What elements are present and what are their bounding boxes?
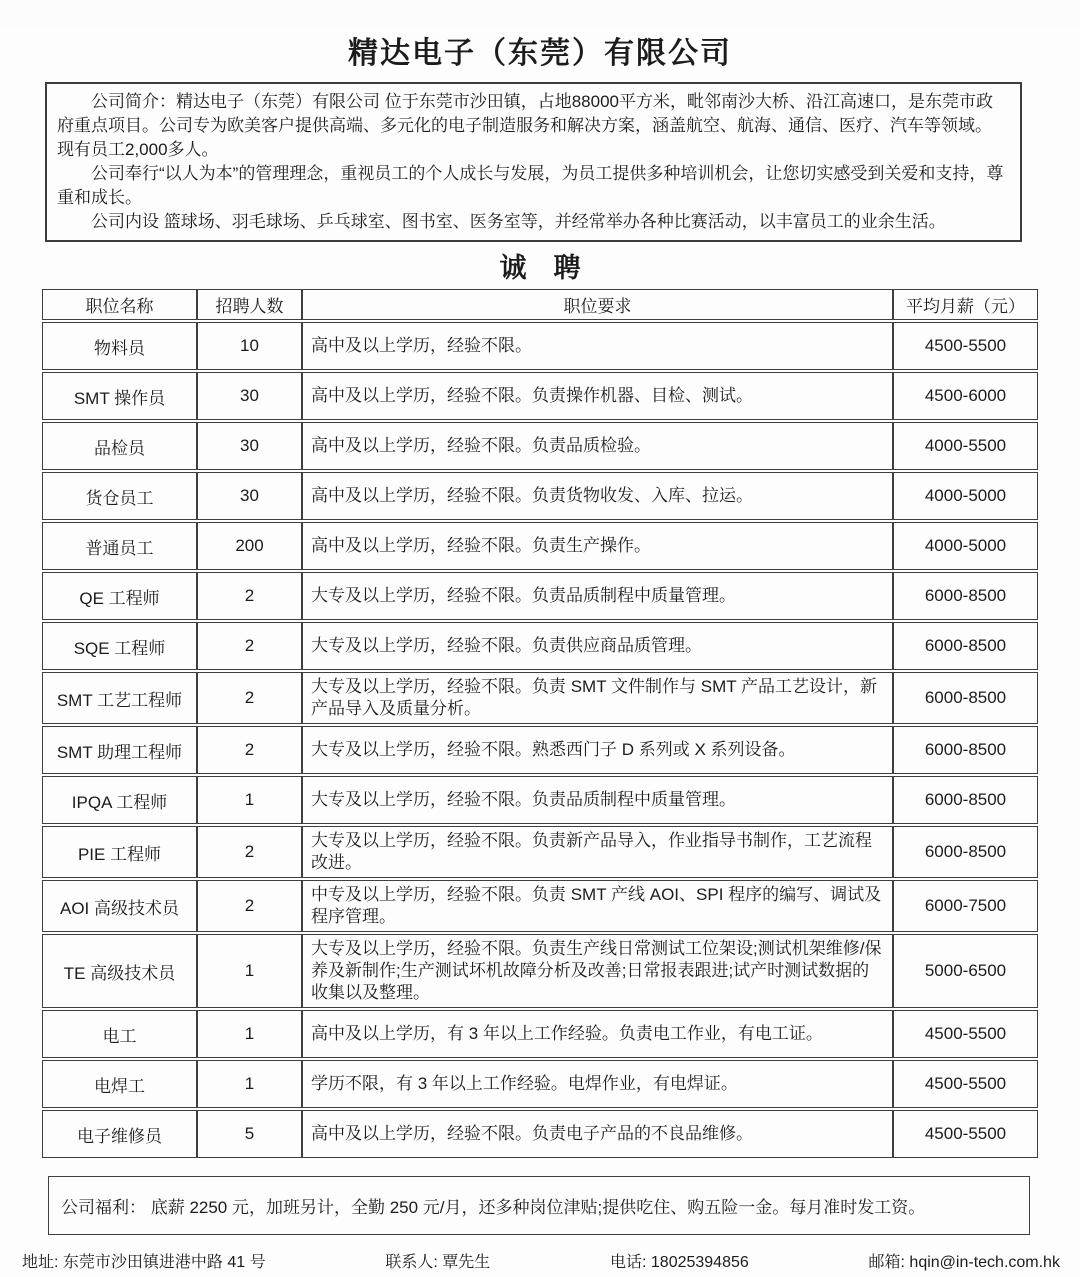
cell-count: 5 (197, 1110, 302, 1158)
cell-requirement: 大专及以上学历，经验不限。负责品质制程中质量管理。 (302, 776, 893, 824)
cell-salary: 6000-8500 (893, 726, 1038, 774)
cell-count: 2 (197, 672, 302, 724)
cell-requirement: 大专及以上学历，经验不限。负责生产线日常测试工位架设;测试机架维修/保养及新制作;生产测试坏机故障分析及改善;日常报表跟进;试产时测试数据的收集以及整理。 (302, 934, 893, 1008)
table-row (42, 622, 1038, 670)
cell-salary: 6000-7500 (893, 880, 1038, 932)
table-row (42, 726, 1038, 774)
cell-position: SMT 工艺工程师 (42, 672, 197, 724)
recruit-heading: 诚 聘 (499, 253, 581, 283)
benefits-box (48, 1176, 1030, 1235)
company-intro-box (45, 82, 1022, 242)
cell-requirement: 高中及以上学历，经验不限。负责货物收发、入库、拉运。 (302, 472, 893, 520)
job-table (42, 287, 1038, 1160)
cell-position: QE 工程师 (42, 572, 197, 620)
cell-position: 电焊工 (42, 1060, 197, 1108)
cell-requirement: 大专及以上学历，经验不限。负责 SMT 文件制作与 SMT 产品工艺设计，新产品导入及质量分析。 (302, 672, 893, 724)
cell-salary: 6000-8500 (893, 672, 1038, 724)
cell-count: 2 (197, 622, 302, 670)
cell-requirement: 大专及以上学历，经验不限。负责供应商品质管理。 (302, 622, 893, 670)
cell-position: IPQA 工程师 (42, 776, 197, 824)
cell-salary: 4500-5500 (893, 1010, 1038, 1058)
cell-count: 10 (197, 322, 302, 370)
table-row (42, 880, 1038, 932)
cell-count: 2 (197, 826, 302, 878)
cell-requirement: 大专及以上学历，经验不限。熟悉西门子 D 系列或 X 系列设备。 (302, 726, 893, 774)
table-row (42, 422, 1038, 470)
table-row (42, 1060, 1038, 1108)
table-row (42, 322, 1038, 370)
document-page (0, 28, 1080, 1277)
table-row (42, 776, 1038, 824)
cell-salary: 5000-6500 (893, 934, 1038, 1008)
cell-count: 200 (197, 522, 302, 570)
cell-position: 品检员 (42, 422, 197, 470)
cell-count: 1 (197, 776, 302, 824)
cell-salary: 4500-5500 (893, 1110, 1038, 1158)
cell-salary: 4000-5000 (893, 472, 1038, 520)
cell-count: 30 (197, 472, 302, 520)
table-row (42, 522, 1038, 570)
cell-salary: 4500-5500 (893, 1060, 1038, 1108)
table-row (42, 1110, 1038, 1158)
footer-address: 地址: 东莞市沙田镇进港中路 41 号 (22, 1254, 266, 1271)
table-row (42, 1010, 1038, 1058)
cell-count: 30 (197, 422, 302, 470)
cell-count: 2 (197, 726, 302, 774)
cell-position: SMT 操作员 (42, 372, 197, 420)
page-title: 精达电子（东莞）有限公司 (348, 37, 732, 70)
cell-salary: 4000-5000 (893, 522, 1038, 570)
cell-position: 货仓员工 (42, 472, 197, 520)
cell-requirement: 高中及以上学历，经验不限。 (302, 322, 893, 370)
cell-requirement: 高中及以上学历，有 3 年以上工作经验。负责电工作业，有电工证。 (302, 1010, 893, 1058)
job-table-body (42, 289, 1038, 1158)
cell-count: 1 (197, 1010, 302, 1058)
cell-requirement: 高中及以上学历，经验不限。负责电子产品的不良品维修。 (302, 1110, 893, 1158)
cell-requirement: 高中及以上学历，经验不限。负责生产操作。 (302, 522, 893, 570)
table-header-row (42, 289, 1038, 320)
cell-count: 30 (197, 372, 302, 420)
intro-paragraph-1: 公司简介：精达电子（东莞）有限公司 位于东莞市沙田镇，占地88000平方米，毗邻南沙大桥、沿江高速口，是东莞市政府重点项目。公司专为欧美客户提供高端、多元化的电子制造服务和解决方案，涵盖航空、航海、通信、医疗、汽车等领域。现有员工2,000多人。 (57, 92, 993, 159)
cell-salary: 6000-8500 (893, 572, 1038, 620)
cell-count: 1 (197, 1060, 302, 1108)
table-row (42, 934, 1038, 1008)
header-count: 招聘人数 (197, 289, 302, 320)
cell-salary: 6000-8500 (893, 826, 1038, 878)
cell-position: AOI 高级技术员 (42, 880, 197, 932)
intro-paragraph-2: 公司奉行“以人为本”的管理理念，重视员工的个人成长与发展，为员工提供多种培训机会，让您切实感受到关爱和支持，尊重和成长。 (57, 164, 1004, 207)
header-position: 职位名称 (42, 289, 197, 320)
table-row (42, 372, 1038, 420)
cell-salary: 4000-5500 (893, 422, 1038, 470)
footer-email: 邮箱: hqin@in-tech.com.hk (868, 1254, 1060, 1271)
cell-count: 2 (197, 572, 302, 620)
header-requirement: 职位要求 (302, 289, 893, 320)
intro-paragraph-3: 公司内设 篮球场、羽毛球场、乒乓球室、图书室、医务室等，并经常举办各种比赛活动，以丰富员工的业余生活。 (91, 212, 946, 231)
cell-position: TE 高级技术员 (42, 934, 197, 1008)
cell-salary: 4500-6000 (893, 372, 1038, 420)
cell-salary: 6000-8500 (893, 622, 1038, 670)
cell-requirement: 高中及以上学历，经验不限。负责品质检验。 (302, 422, 893, 470)
cell-requirement: 大专及以上学历，经验不限。负责新产品导入，作业指导书制作，工艺流程改进。 (302, 826, 893, 878)
benefits-text: 公司福利： 底薪 2250 元，加班另计，全勤 250 元/月，还多种岗位津贴;提供吃住、购五险一金。每月准时发工资。 (61, 1198, 926, 1217)
footer-contact: 联系人: 覃先生 (385, 1254, 491, 1271)
cell-count: 1 (197, 934, 302, 1008)
cell-position: 物料员 (42, 322, 197, 370)
cell-count: 2 (197, 880, 302, 932)
footer (22, 1249, 1060, 1272)
cell-position: SQE 工程师 (42, 622, 197, 670)
cell-position: PIE 工程师 (42, 826, 197, 878)
cell-requirement: 高中及以上学历，经验不限。负责操作机器、目检、测试。 (302, 372, 893, 420)
table-row (42, 472, 1038, 520)
table-row (42, 826, 1038, 878)
header-salary: 平均月薪（元） (893, 289, 1038, 320)
cell-salary: 4500-5500 (893, 322, 1038, 370)
cell-salary: 6000-8500 (893, 776, 1038, 824)
cell-position: SMT 助理工程师 (42, 726, 197, 774)
cell-requirement: 中专及以上学历，经验不限。负责 SMT 产线 AOI、SPI 程序的编写、调试及程序管理。 (302, 880, 893, 932)
cell-position: 电子维修员 (42, 1110, 197, 1158)
cell-position: 电工 (42, 1010, 197, 1058)
cell-requirement: 学历不限，有 3 年以上工作经验。电焊作业，有电焊证。 (302, 1060, 893, 1108)
footer-phone: 电话: 18025394856 (610, 1254, 749, 1271)
table-row (42, 572, 1038, 620)
cell-position: 普通员工 (42, 522, 197, 570)
cell-requirement: 大专及以上学历，经验不限。负责品质制程中质量管理。 (302, 572, 893, 620)
table-row (42, 672, 1038, 724)
